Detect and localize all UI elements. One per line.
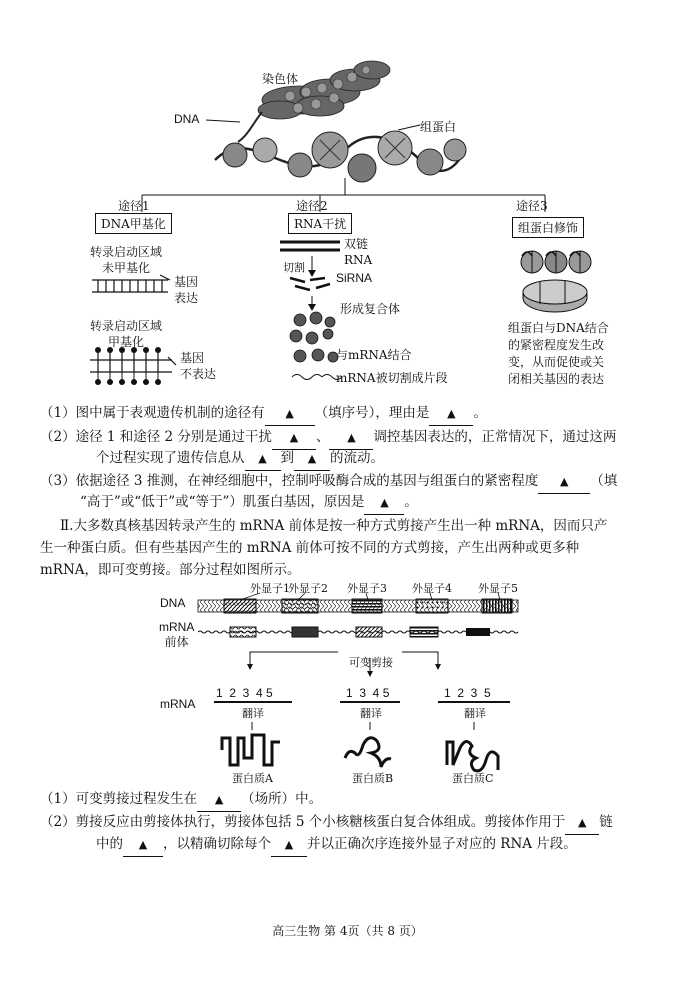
question-3: （3）依据途径 3 推测，在神经细胞中，控制呼吸酶合成的基因与组蛋白的紧密程度 ▲ （填 (40, 470, 617, 494)
translate-label-3: 翻译 (464, 707, 486, 720)
answer-blank[interactable]: ▲ (123, 834, 163, 857)
question-2: （2）途径 1 和途径 2 分别是通过干扰 ▲ 、 ▲ 调控基因表达的，正常情况下，通过这两 (40, 426, 616, 450)
translate-label-1: 翻译 (242, 707, 264, 720)
answer-blank[interactable]: ▲ (329, 427, 373, 450)
question-number: （3） (40, 473, 76, 489)
not-expressed-label: 基因 不表达 (180, 351, 217, 381)
dna-label: DNA (174, 112, 200, 126)
answer-blank[interactable]: ▲ (294, 448, 330, 471)
protein-b-label: 蛋白质B (352, 772, 394, 785)
part2-intro-line3: mRNA，即可变剪接。部分过程如图所示。 (40, 562, 301, 578)
exon-label-1: 外显子1 (250, 582, 290, 595)
sirna-label: SiRNA (336, 271, 373, 285)
part2-question-2-continued: 中的 ▲ ，以精确切除每个 ▲ 并以正确次序连接外显子对应的 RNA 片段。 (96, 833, 577, 857)
exon-label-2: 外显子2 (288, 582, 328, 595)
answer-blank[interactable]: ▲ (429, 403, 473, 426)
answer-blank[interactable]: ▲ (364, 492, 404, 515)
question-number: （1） (40, 405, 76, 421)
answer-blank[interactable]: ▲ (565, 812, 599, 835)
fig2-mrna-label: mRNA (160, 697, 196, 711)
answer-blank[interactable]: ▲ (272, 427, 316, 450)
part2-question-2: （2）剪接反应由剪接体执行，剪接体包括 5 个小核糖核蛋白复合体组成。剪接体作用于 ▲ 链 (40, 811, 613, 835)
histone-label: 组蛋白 (420, 120, 457, 134)
exon-label-5: 外显子5 (478, 582, 518, 595)
question-number: （2） (40, 429, 76, 445)
mrna-set-3: 1 2 3 5 (444, 686, 491, 700)
question-1: （1）图中属于表观遗传机制的途径有 ▲ （填序号），理由是 ▲ 。 (40, 402, 487, 426)
mrna-set-2: 1 3 4 5 (346, 686, 390, 700)
fig2-dna-label: DNA (160, 596, 186, 610)
part2-intro-line1: Ⅱ.大多数真核基因转录产生的 mRNA 前体是按一种方式剪接产生出一种 mRNA，因而只产 (60, 518, 608, 534)
alt-splicing-label: 可变剪接 (349, 656, 393, 669)
pathway2-name: 途径2 (296, 199, 328, 213)
answer-blank[interactable]: ▲ (538, 471, 590, 494)
methylated-label: 转录启动区域 甲基化 (90, 319, 163, 349)
dsrna-label: 双链 RNA (344, 237, 373, 267)
pathway3-description: 组蛋白与DNA结合 的紧密程度发生改 变，从而促使或关 闭相关基因的表达 (508, 321, 609, 386)
complex-label: 形成复合体 (340, 302, 401, 316)
mrna-cleaved-label: mRNA被切割成片段 (336, 371, 448, 385)
page-footer: 高三生物 第 4页（共 8 页） (272, 924, 423, 938)
chromosome-label: 染色体 (262, 72, 299, 86)
question-number: （1） (40, 791, 76, 807)
mrna-set-1: 1 2 3 4 5 (216, 686, 273, 700)
protein-c-label: 蛋白质C (452, 772, 494, 785)
question-number: （2） (40, 814, 76, 830)
pathway1-name: 途径1 (118, 199, 150, 213)
cut-label: 切割 (283, 261, 305, 274)
pathway3-box: 组蛋白修饰 (512, 217, 584, 238)
answer-blank[interactable]: ▲ (265, 403, 315, 426)
pathway3-name: 途径3 (516, 199, 548, 213)
question-3-continued: “高于”或“低于”或“等于”）肌蛋白基因，原因是 ▲ 。 (80, 491, 418, 515)
bind-mrna-label: 与mRNA结合 (336, 348, 412, 362)
expressed-label: 基因 表达 (174, 275, 199, 305)
pathway2-box: RNA干扰 (288, 213, 352, 234)
pathway1-box: DNA甲基化 (95, 213, 172, 234)
part2-intro-line2: 生一种蛋白质。但有些基因产生的 mRNA 前体可按不同的方式剪接，产生出两种或更多种 (40, 540, 580, 556)
part2-question-1: （1）可变剪接过程发生在 ▲ （场所）中。 (40, 788, 322, 812)
exon-label-3: 外显子3 (347, 582, 387, 595)
answer-blank[interactable]: ▲ (271, 834, 307, 857)
exon-label-4: 外显子4 (412, 582, 452, 595)
answer-blank[interactable]: ▲ (245, 448, 281, 471)
protein-a-label: 蛋白质A (232, 772, 273, 785)
translate-label-2: 翻译 (360, 707, 382, 720)
question-2-continued: 个过程实现了遗传信息从 ▲ 到 ▲ 的流动。 (96, 447, 384, 471)
unmethylated-label: 转录启动区域 未甲基化 (90, 245, 163, 275)
pre-mrna-label: mRNA 前体 (159, 620, 195, 649)
alternative-splicing-diagram (0, 570, 695, 790)
answer-blank[interactable]: ▲ (197, 789, 241, 812)
